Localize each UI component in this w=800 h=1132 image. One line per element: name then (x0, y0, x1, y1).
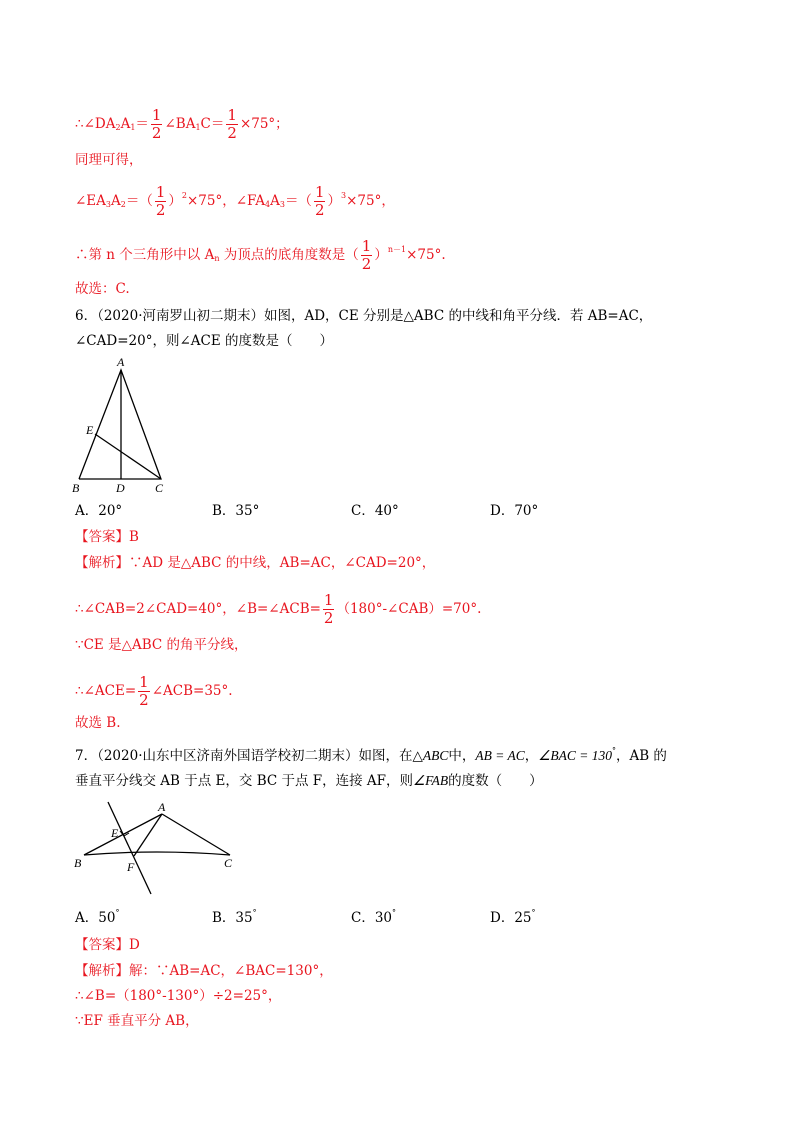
q6-solution-line1: 【解析】∵AD 是△ABC 的中线，AB=AC，∠CAD=20°， (75, 555, 436, 571)
fraction: $\frac{1}{2}$ (151, 106, 162, 142)
fraction: $\frac{1}{2}$ (314, 183, 325, 219)
q5-line-similarly: 同理可得， (75, 152, 143, 168)
q6-answer: 【答案】B (75, 529, 139, 545)
label-f: F (127, 860, 135, 874)
fraction: $\frac{1}{2}$ (155, 183, 166, 219)
q7-option-b: B．35° (212, 908, 257, 926)
q6-option-c: C．40° (351, 503, 399, 519)
q6-solution-line4: ∴∠ACE= $\frac{1}{2}$ ∠ACB=35°. (75, 673, 233, 709)
fraction: $\frac{1}{2}$ (227, 106, 237, 142)
q5-line-angle-da2a1: $\therefore\angle DA_2A_1=$ $\frac{1}{2}$ $\angle BA_1C=$ $\frac{1}{2}$ ×75°； (75, 106, 289, 142)
q5-line-angle-ea3a2: $\angle EA_3A_2=$（ $\frac{1}{2}$ ）$^2$×75°，$\angle FA_4A_3=$（ $\frac{1}{2}$ ）$^3$×75°， (75, 183, 395, 219)
label-a: A (158, 800, 166, 814)
label-c: C (155, 481, 164, 494)
q5-line-nth-triangle: ∴第 n 个三角形中以 $A_n$ 为顶点的底角度数是（ $\frac{1}{2}$ ）$^{n-1}$×75°. (75, 237, 446, 273)
q7-solution-line2: ∴∠B=（180°-130°）÷2=25°， (75, 988, 282, 1004)
q7-stem-line2: 垂直平分线交 AB 于点 E，交 BC 于点 F，连接 AF，则∠FAB的度数（ ） (75, 773, 543, 789)
q6-option-d: D．70° (490, 503, 539, 519)
q7-triangle-figure (70, 800, 250, 900)
label-b: B (74, 856, 82, 870)
q7-solution-line3: ∵EF 垂直平分 AB， (75, 1013, 199, 1029)
label-e: E (86, 423, 94, 437)
q6-solution-line3: ∵CE 是△ABC 的角平分线， (75, 637, 248, 653)
label-a: A (117, 355, 125, 369)
label-d: D (116, 481, 125, 494)
q6-choose: 故选 B. (75, 715, 121, 731)
q6-option-b: B．35° (212, 503, 260, 519)
q7-answer: 【答案】D (75, 937, 140, 953)
q6-option-a: A．20° (75, 503, 123, 519)
label-b: B (72, 481, 80, 494)
q6-stem-line2: ∠CAD=20°，则∠ACE 的度数是（ ） (75, 333, 333, 349)
q5-line-choose: 故选：C. (75, 281, 130, 297)
label-e: E (111, 826, 119, 840)
q7-stem-line1: 7．（2020·山东中区济南外国语学校初二期末）如图，在△ABC中，AB = AC，∠BAC = 130°，AB 的 (75, 746, 667, 764)
q7-option-d: D．25° (490, 908, 536, 926)
fraction: $\frac{1}{2}$ (361, 237, 372, 273)
q7-option-c: C．30° (351, 908, 397, 926)
label-c: C (224, 856, 233, 870)
q6-triangle-figure (68, 354, 178, 494)
q7-option-a: A．50° (75, 908, 120, 926)
q7-solution-line1: 【解析】解：∵AB=AC，∠BAC=130°， (75, 963, 333, 979)
fraction: $\frac{1}{2}$ (323, 591, 334, 627)
q6-stem-line1: 6．（2020·河南罗山初二期末）如图，AD，CE 分别是△ABC 的中线和角平分线．若 AB=AC， (75, 308, 653, 324)
q6-solution-line2: ∴∠CAB=2∠CAD=40°，∠B=∠ACB= $\frac{1}{2}$ （180°-∠CAB）=70°. (75, 591, 482, 627)
fraction: $\frac{1}{2}$ (139, 673, 149, 709)
